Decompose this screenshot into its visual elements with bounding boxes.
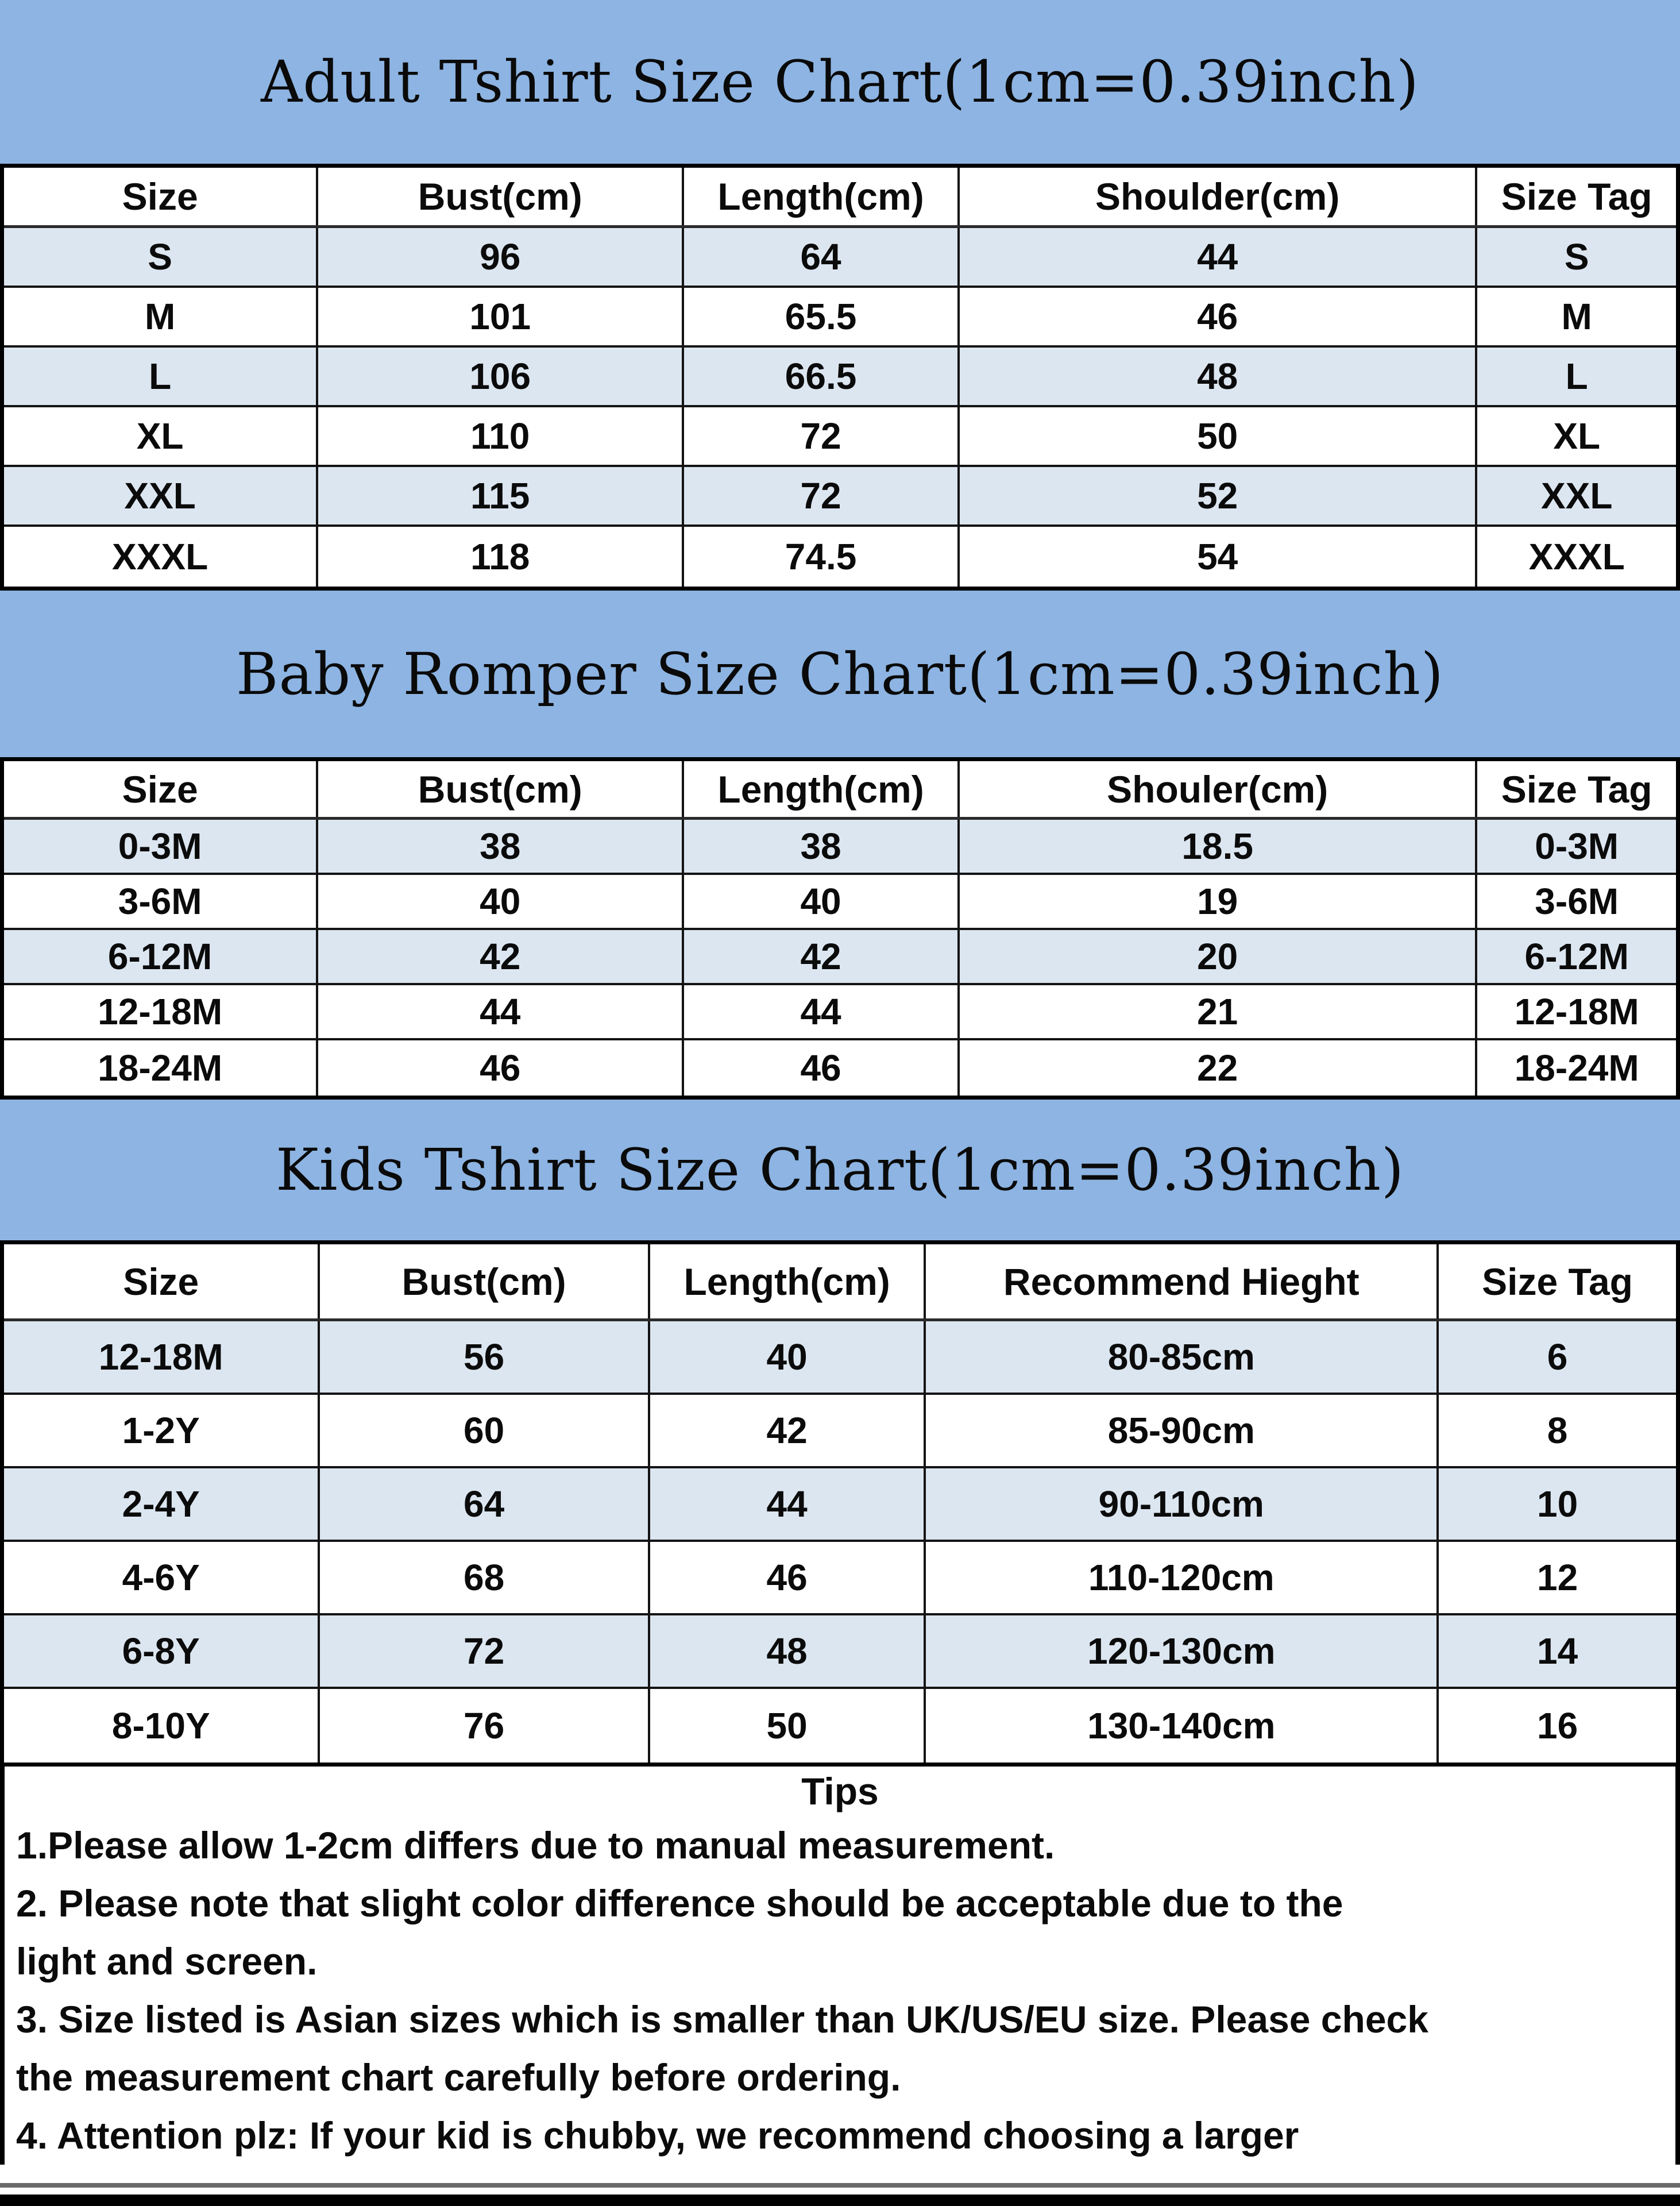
baby-chart-title-bar xyxy=(0,591,1680,757)
column-header-bust: Bust(cm) xyxy=(318,168,684,225)
table-cell: 6-12M xyxy=(4,930,318,983)
adult-table-row xyxy=(4,228,1676,288)
table-cell: 110 xyxy=(318,407,684,465)
table-cell: S xyxy=(4,228,318,286)
table-cell: 44 xyxy=(684,985,960,1038)
table-cell: 44 xyxy=(960,228,1478,286)
column-header-size-tag: Size Tag xyxy=(1501,768,1652,811)
tip-line: light and screen. xyxy=(16,1939,318,1983)
table-cell: 6-12M xyxy=(1524,936,1629,977)
table-cell: 6-8Y xyxy=(4,1615,320,1687)
table-cell: 0-3M xyxy=(1535,826,1619,867)
table-cell: 110-120cm xyxy=(926,1542,1439,1613)
table-cell: 40 xyxy=(650,1321,926,1393)
table-cell: XL xyxy=(1553,415,1601,457)
table-cell: 8 xyxy=(1547,1410,1568,1451)
table-cell: 18-24M xyxy=(1514,1047,1639,1089)
table-cell: 8-10Y xyxy=(4,1689,320,1763)
tips-heading: Tips xyxy=(801,1770,879,1812)
table-cell: XL xyxy=(4,407,318,465)
kids-chart-title-bar xyxy=(0,1100,1680,1240)
table-cell: 42 xyxy=(318,930,684,983)
table-cell: 18.5 xyxy=(960,820,1478,873)
adult-size-table xyxy=(0,164,1680,591)
table-cell: 68 xyxy=(320,1542,650,1613)
adult-table-body xyxy=(4,228,1676,587)
kids-table-header-row xyxy=(4,1244,1676,1321)
table-cell: 101 xyxy=(318,288,684,345)
kids-size-table xyxy=(0,1240,1680,1767)
column-header-shoulder: Shouler(cm) xyxy=(960,761,1478,817)
table-cell: 12-18M xyxy=(4,1321,320,1393)
table-cell: 16 xyxy=(1536,1705,1578,1746)
adult-table-row xyxy=(4,288,1676,348)
table-cell: 42 xyxy=(684,930,960,983)
column-header-size: Size xyxy=(4,761,318,817)
baby-table-row xyxy=(4,930,1676,985)
adult-table-row xyxy=(4,527,1676,587)
bottom-gap xyxy=(0,2165,1680,2183)
table-cell: 22 xyxy=(960,1040,1478,1096)
table-cell: 65.5 xyxy=(684,288,960,345)
table-cell: XXXL xyxy=(4,527,318,587)
table-cell: 46 xyxy=(684,1040,960,1096)
table-cell: 72 xyxy=(320,1615,650,1687)
table-cell: XXXL xyxy=(1528,536,1625,577)
table-cell: XXL xyxy=(1540,475,1613,516)
table-cell: 50 xyxy=(960,407,1478,465)
table-cell: 56 xyxy=(320,1321,650,1393)
table-cell: 12-18M xyxy=(1514,991,1639,1032)
table-cell: 21 xyxy=(960,985,1478,1038)
baby-table-body xyxy=(4,820,1676,1096)
kids-table-row xyxy=(4,1689,1676,1763)
table-cell: 46 xyxy=(650,1542,926,1613)
baby-table-row xyxy=(4,875,1676,930)
table-cell: 6 xyxy=(1547,1336,1568,1378)
table-cell: 60 xyxy=(320,1395,650,1466)
table-cell: 18-24M xyxy=(4,1040,318,1096)
tip-line: 1.Please allow 1-2cm differs due to manual measurement. xyxy=(16,1823,1055,1866)
table-cell: 118 xyxy=(318,527,684,587)
table-cell: 20 xyxy=(960,930,1478,983)
table-cell: 64 xyxy=(684,228,960,286)
table-cell: M xyxy=(4,288,318,345)
baby-chart-title: Baby Romper Size Chart(1cm=0.39inch) xyxy=(236,640,1444,708)
table-cell: 2-4Y xyxy=(4,1468,320,1540)
table-cell: XXL xyxy=(4,467,318,524)
table-cell: 72 xyxy=(684,407,960,465)
table-cell: 72 xyxy=(684,467,960,524)
table-cell: 66.5 xyxy=(684,348,960,405)
table-cell: 54 xyxy=(960,527,1478,587)
adult-chart-title-bar xyxy=(0,0,1680,164)
table-cell: 10 xyxy=(1536,1483,1578,1525)
table-cell: 38 xyxy=(684,820,960,873)
tips-section xyxy=(0,1767,1680,2165)
column-header-bust: Bust(cm) xyxy=(320,1244,650,1318)
column-header-size-tag: Size Tag xyxy=(1501,175,1652,218)
kids-table-row xyxy=(4,1542,1676,1615)
table-cell: 44 xyxy=(318,985,684,1038)
column-header-size: Size xyxy=(4,168,318,225)
table-cell: 40 xyxy=(318,875,684,928)
baby-table-row xyxy=(4,1040,1676,1096)
table-cell: 38 xyxy=(318,820,684,873)
table-cell: L xyxy=(4,348,318,405)
adult-table-header-row xyxy=(4,168,1676,228)
table-cell: 106 xyxy=(318,348,684,405)
kids-table-row xyxy=(4,1615,1676,1689)
table-cell: 3-6M xyxy=(4,875,318,928)
table-cell: 0-3M xyxy=(4,820,318,873)
table-cell: 76 xyxy=(320,1689,650,1763)
table-cell: 46 xyxy=(318,1040,684,1096)
kids-table-row xyxy=(4,1321,1676,1395)
adult-table-row xyxy=(4,407,1676,467)
table-cell: 48 xyxy=(650,1615,926,1687)
table-cell: 74.5 xyxy=(684,527,960,587)
table-cell: S xyxy=(1564,236,1589,277)
table-cell: 1-2Y xyxy=(4,1395,320,1466)
table-cell: L xyxy=(1565,356,1588,397)
table-cell: 64 xyxy=(320,1468,650,1540)
column-header-size-tag: Size Tag xyxy=(1482,1260,1633,1303)
table-cell: 19 xyxy=(960,875,1478,928)
table-cell: 42 xyxy=(650,1395,926,1466)
tip-line: 2. Please note that slight color difference should be acceptable due to the xyxy=(16,1881,1343,1925)
tip-line: 3. Size listed is Asian sizes which is smaller than UK/US/EU size. Please check xyxy=(16,1997,1428,2041)
baby-table-header-row xyxy=(4,761,1676,820)
column-header-length: Length(cm) xyxy=(650,1244,926,1318)
adult-chart-title: Adult Tshirt Size Chart(1cm=0.39inch) xyxy=(261,48,1419,115)
column-header-shoulder: Shoulder(cm) xyxy=(960,168,1478,225)
adult-table-row xyxy=(4,348,1676,407)
tip-line: the measurement chart carefully before ordering. xyxy=(16,2055,901,2099)
tips-lines xyxy=(5,1816,1675,2206)
table-cell: 3-6M xyxy=(1535,881,1619,922)
adult-table-row xyxy=(4,467,1676,527)
table-cell: 4-6Y xyxy=(4,1542,320,1613)
column-header-length: Length(cm) xyxy=(684,168,960,225)
bottom-gap-2 xyxy=(0,2188,1680,2195)
table-cell: 14 xyxy=(1536,1630,1578,1672)
table-cell: 46 xyxy=(960,288,1478,345)
table-cell: 44 xyxy=(650,1468,926,1540)
table-cell: 90-110cm xyxy=(926,1468,1439,1540)
table-cell: 85-90cm xyxy=(926,1395,1439,1466)
kids-table-row xyxy=(4,1395,1676,1468)
table-cell: M xyxy=(1561,296,1592,337)
bottom-black-bar xyxy=(0,2195,1680,2206)
baby-table-row xyxy=(4,985,1676,1040)
table-cell: 40 xyxy=(684,875,960,928)
table-cell: 48 xyxy=(960,348,1478,405)
kids-chart-title: Kids Tshirt Size Chart(1cm=0.39inch) xyxy=(275,1136,1405,1204)
kids-table-row xyxy=(4,1468,1676,1542)
table-cell: 12 xyxy=(1536,1557,1578,1598)
table-cell: 120-130cm xyxy=(926,1615,1439,1687)
double-rule-line xyxy=(0,2183,1680,2188)
kids-table-body xyxy=(4,1321,1676,1763)
table-cell: 50 xyxy=(650,1689,926,1763)
column-header-bust: Bust(cm) xyxy=(318,761,684,817)
table-cell: 130-140cm xyxy=(926,1689,1439,1763)
tip-line: 4. Attention plz: If your kid is chubby, we recommend choosing a larger xyxy=(16,2114,1299,2157)
baby-size-table xyxy=(0,757,1680,1100)
table-cell: 115 xyxy=(318,467,684,524)
column-header-size: Size xyxy=(4,1244,320,1318)
baby-table-row xyxy=(4,820,1676,875)
table-cell: 52 xyxy=(960,467,1478,524)
table-cell: 96 xyxy=(318,228,684,286)
column-header-recommend-height: Recommend Hieght xyxy=(926,1244,1439,1318)
column-header-length: Length(cm) xyxy=(684,761,960,817)
table-cell: 80-85cm xyxy=(926,1321,1439,1393)
table-cell: 12-18M xyxy=(4,985,318,1038)
